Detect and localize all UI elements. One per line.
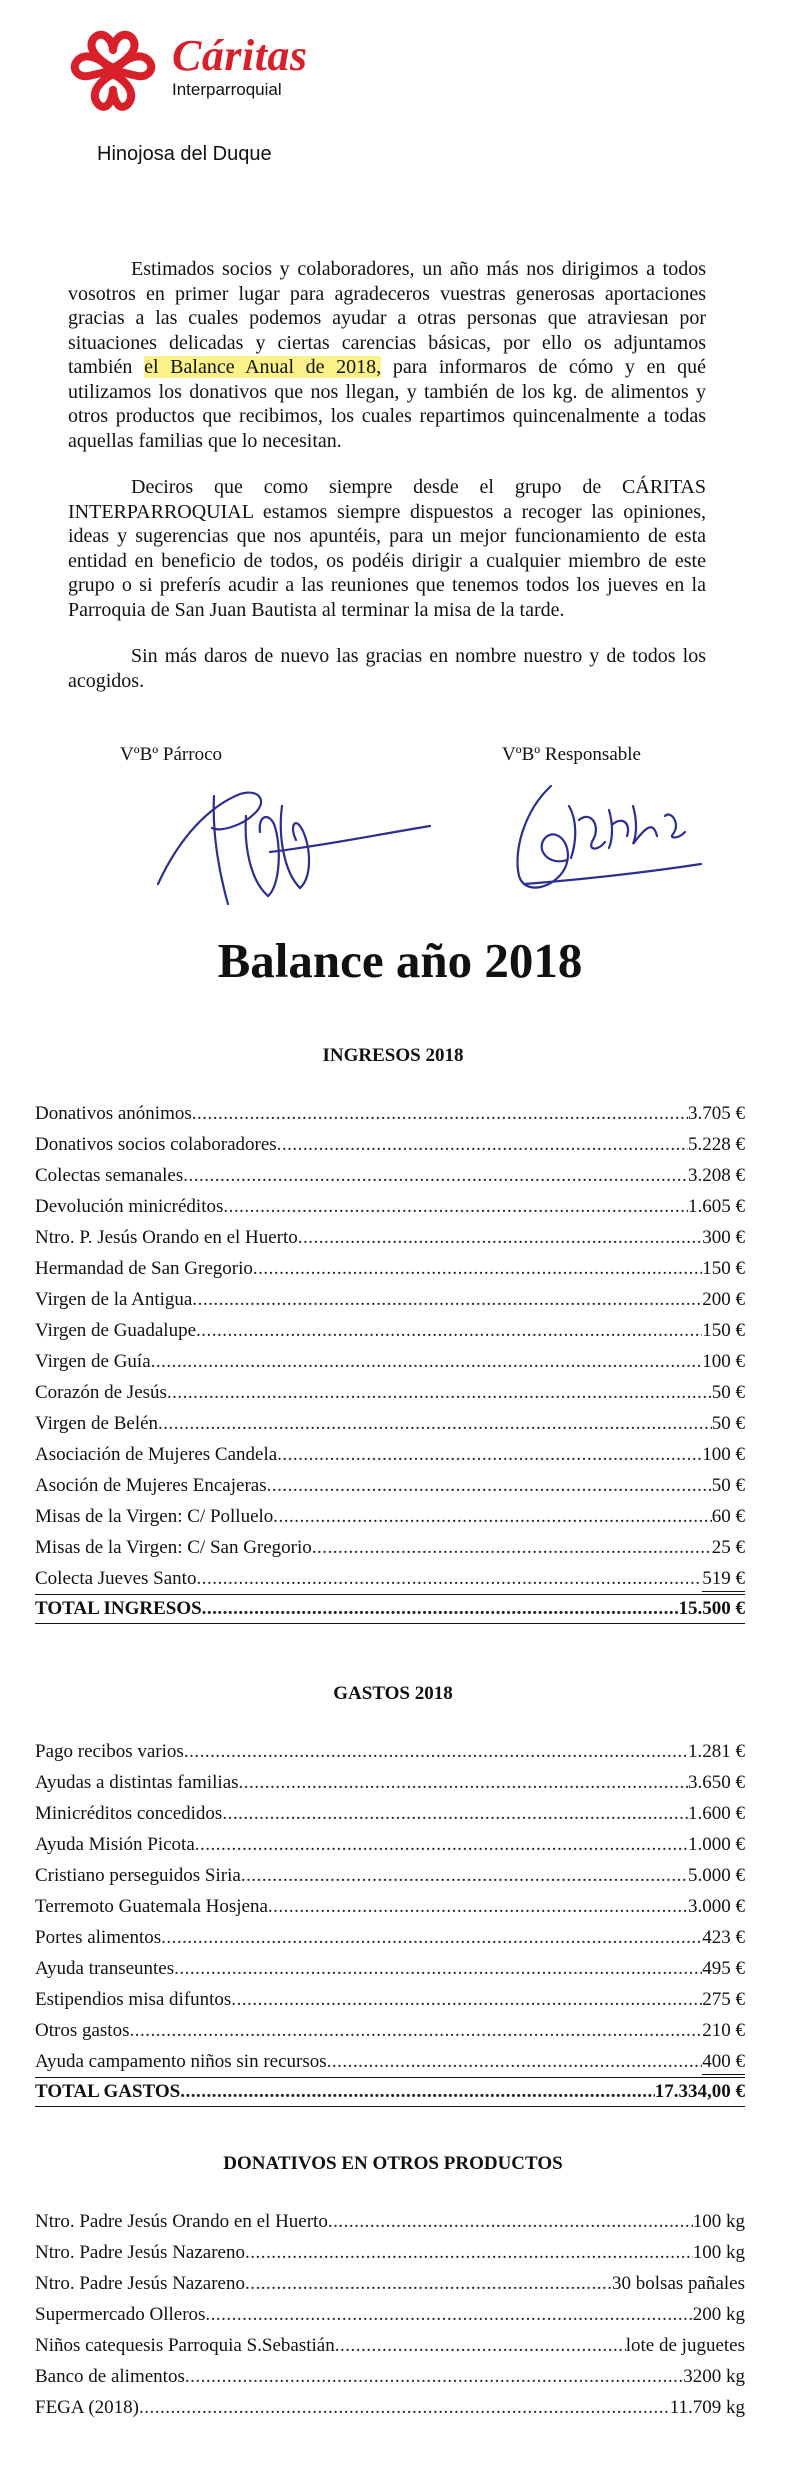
row-amount: lote de juguetes [625, 2335, 745, 2356]
row-label: Devolución minicréditos [35, 1196, 224, 1217]
row-amount: 423 € [702, 1927, 745, 1948]
row-label: Portes alimentos [35, 1927, 162, 1948]
row-label: Ayuda Misión Picota [35, 1834, 195, 1855]
balance-title: Balance año 2018 [217, 933, 583, 988]
table-row [35, 1532, 745, 1563]
signature-label-parroco: VºBº Párroco [120, 744, 223, 765]
table-row [35, 1253, 745, 1284]
row-label: Ntro. Padre Jesús Nazareno [35, 2242, 245, 2263]
row-leader-dots [231, 1984, 702, 2015]
table-row [35, 2299, 745, 2330]
row-label: Supermercado Olleros [35, 2304, 206, 2325]
table-row [35, 1953, 745, 1984]
row-leader-dots [183, 1160, 688, 1191]
table-row [35, 1767, 745, 1798]
table-row [35, 1563, 745, 1594]
gastos-table [35, 1736, 745, 2107]
row-amount: 50 € [711, 1413, 745, 1434]
row-leader-dots [205, 2299, 692, 2330]
table-row [35, 1439, 745, 1470]
row-label: Ntro. P. Jesús Orando en el Huerto [35, 1227, 298, 1248]
row-amount: 495 € [702, 1958, 745, 1979]
row-amount: 100 kg [692, 2242, 745, 2263]
row-amount: 200 € [702, 1289, 745, 1310]
brand-name: Cáritas [172, 31, 308, 80]
row-amount: 1.600 € [688, 1803, 745, 1824]
ingresos-table [35, 1098, 745, 1624]
table-row [35, 1191, 745, 1222]
row-label: Asoción de Mujeres Encajeras [35, 1475, 267, 1496]
total-row [35, 1594, 745, 1624]
row-amount: 100 € [702, 1351, 745, 1372]
table-row [35, 2237, 745, 2268]
row-label: Pago recibos varios [35, 1741, 184, 1762]
row-leader-dots [335, 2330, 626, 2361]
table-row [35, 1408, 745, 1439]
row-amount: 3.208 € [688, 1165, 745, 1186]
row-amount: 519 € [702, 1567, 745, 1592]
table-row [35, 1798, 745, 1829]
table-row [35, 1829, 745, 1860]
row-amount: 5.228 € [688, 1134, 745, 1155]
row-leader-dots [195, 1829, 688, 1860]
letter-body [68, 257, 706, 715]
row-leader-dots [268, 1891, 688, 1922]
table-row [35, 1891, 745, 1922]
otros-title: DONATIVOS EN OTROS PRODUCTOS [223, 2153, 563, 2174]
highlighted-text: el Balance Anual de 2018, [144, 356, 382, 378]
table-row [35, 1346, 745, 1377]
row-amount: 5.000 € [688, 1865, 745, 1886]
row-leader-dots [273, 1501, 711, 1532]
row-amount: 25 € [711, 1537, 745, 1558]
ingresos-title: INGRESOS 2018 [322, 1045, 464, 1066]
row-label: Colectas semanales [35, 1165, 184, 1186]
row-leader-dots [277, 1129, 688, 1160]
table-row [35, 2330, 745, 2361]
row-amount: 11.709 kg [669, 2397, 745, 2418]
table-row [35, 1315, 745, 1346]
row-label: Misas de la Virgen: C/ San Gregorio [35, 1537, 312, 1558]
row-leader-dots [192, 1098, 688, 1129]
row-label: Minicréditos concedidos [35, 1803, 223, 1824]
row-amount: 3.000 € [688, 1896, 745, 1917]
row-leader-dots [196, 1315, 702, 1346]
row-label: Misas de la Virgen: C/ Polluelo [35, 1506, 274, 1527]
row-amount: 150 € [702, 1320, 745, 1341]
row-label: Donativos socios colaboradores [35, 1134, 277, 1155]
row-leader-dots [223, 1191, 688, 1222]
row-label: Terremoto Guatemala Hosjena [35, 1896, 268, 1917]
row-leader-dots [253, 1253, 702, 1284]
total-label: TOTAL GASTOS [35, 2081, 181, 2102]
row-leader-dots [222, 1798, 688, 1829]
table-row [35, 1860, 745, 1891]
row-leader-dots [267, 1470, 712, 1501]
row-leader-dots [239, 1767, 688, 1798]
row-amount: 3200 kg [683, 2366, 745, 2387]
letter-p1-text-a: Estimados socios y colaboradores, un año más nos dirigimos a todos vosotros en primer lugar para agradeceros vuestras generosas aportaciones gracias a las cuales podemos ayudar a otras personas que atraviesan por situaciones delicadas y ciertas carencias básicas, por ello os adjuntamos también [68, 258, 706, 378]
row-label: Hermandad de San Gregorio [35, 1258, 253, 1279]
row-label: Estipendios misa difuntos [35, 1989, 232, 2010]
row-label: Virgen de Guadalupe [35, 1320, 197, 1341]
total-amount: 15.500 € [678, 1598, 745, 1619]
row-label: Otros gastos [35, 2020, 130, 2041]
row-label: Banco de alimentos [35, 2366, 185, 2387]
table-row [35, 2046, 745, 2077]
row-label: Colecta Jueves Santo [35, 1568, 197, 1589]
row-amount: 30 bolsas pañales [612, 2273, 745, 2294]
gastos-title: GASTOS 2018 [333, 1683, 453, 1704]
table-row [35, 1098, 745, 1129]
table-row [35, 1922, 745, 1953]
row-label: Ntro. Padre Jesús Nazareno [35, 2273, 245, 2294]
row-leader-dots [129, 2015, 702, 2046]
row-leader-dots [298, 1222, 702, 1253]
row-leader-dots [185, 2361, 683, 2392]
table-row [35, 1501, 745, 1532]
row-amount: 210 € [702, 2020, 745, 2041]
table-row [35, 2206, 745, 2237]
row-leader-dots [167, 1377, 712, 1408]
otros-table [35, 2206, 745, 2423]
table-row [35, 2268, 745, 2299]
row-leader-dots [245, 2237, 693, 2268]
table-row [35, 1984, 745, 2015]
table-row [35, 1222, 745, 1253]
row-amount: 1.000 € [688, 1834, 745, 1855]
total-label: TOTAL INGRESOS [35, 1598, 202, 1619]
signature-parroco [150, 776, 440, 916]
row-leader-dots [161, 1922, 702, 1953]
row-amount: 1.281 € [688, 1741, 745, 1762]
letter-paragraph-1 [68, 257, 706, 453]
row-amount: 60 € [711, 1506, 745, 1527]
table-row [35, 1736, 745, 1767]
row-leader-dots [151, 1346, 703, 1377]
table-row [35, 1284, 745, 1315]
row-label: Ayuda campamento niños sin recursos [35, 2051, 327, 2072]
row-leader-dots [241, 1860, 688, 1891]
row-amount: 50 € [711, 1475, 745, 1496]
row-leader-dots [327, 2046, 703, 2077]
table-row [35, 1470, 745, 1501]
row-amount: 3.650 € [688, 1772, 745, 1793]
signature-label-responsable: VºBº Responsable [502, 744, 641, 765]
table-row [35, 2392, 745, 2423]
row-amount: 100 kg [692, 2211, 745, 2232]
row-amount: 50 € [711, 1382, 745, 1403]
total-row [35, 2077, 745, 2107]
row-leader-dots [277, 1439, 702, 1470]
row-amount: 100 € [702, 1444, 745, 1465]
row-leader-dots [158, 1408, 712, 1439]
row-leader-dots [180, 2078, 655, 2106]
row-label: Corazón de Jesús [35, 1382, 167, 1403]
row-label: Asociación de Mujeres Candela [35, 1444, 278, 1465]
signature-responsable [505, 780, 715, 900]
row-leader-dots [328, 2206, 693, 2237]
row-amount: 300 € [702, 1227, 745, 1248]
row-leader-dots [196, 1563, 702, 1594]
total-amount: 17.334,00 € [654, 2081, 745, 2102]
table-row [35, 1377, 745, 1408]
row-label: Ntro. Padre Jesús Orando en el Huerto [35, 2211, 328, 2232]
row-leader-dots [312, 1532, 712, 1563]
brand-subtitle: Interparroquial [172, 80, 282, 99]
row-label: Donativos anónimos [35, 1103, 192, 1124]
brand-block [172, 31, 308, 100]
letter-paragraph-3: Sin más daros de nuevo las gracias en nombre nuestro y de todos los acogidos. [68, 645, 706, 692]
town-name: Hinojosa del Duque [97, 143, 272, 165]
row-label: Ayuda transeuntes [35, 1958, 175, 1979]
row-amount: 400 € [702, 2050, 745, 2075]
letter-p1-text-b: para informaros de cómo y en qué utilizamos los donativos que nos llegan, y también de los kg. de alimentos y otros productos que recibimos, los cuales repartimos quincenalmente a todas aquellas familias que lo necesitan. [68, 356, 706, 452]
row-leader-dots [139, 2392, 670, 2423]
row-label: Ayudas a distintas familias [35, 1772, 239, 1793]
row-label: Niños catequesis Parroquia S.Sebastián [35, 2335, 335, 2356]
row-leader-dots [184, 1736, 688, 1767]
row-amount: 200 kg [692, 2304, 745, 2325]
row-leader-dots [245, 2268, 612, 2299]
row-leader-dots [202, 1595, 679, 1623]
letter-paragraph-2: Deciros que como siempre desde el grupo de CÁRITAS INTERPARROQUIAL estamos siempre dispuestos a recoger las opiniones, ideas y sugerencias que nos apuntéis, para un mejor funcionamiento de esta entidad en beneficio de todos, os podéis dirigir a cualquier miembro de este grupo o si preferís acudir a las reuniones que tenemos todos los jueves en la Parroquia de San Juan Bautista al terminar la misa de la tarde. [68, 476, 706, 621]
table-row [35, 1129, 745, 1160]
caritas-cross-logo [68, 30, 158, 112]
row-label: Cristiano perseguidos Siria [35, 1865, 241, 1886]
row-label: Virgen de la Antigua [35, 1289, 193, 1310]
row-label: Virgen de Belén [35, 1413, 159, 1434]
row-amount: 1.605 € [688, 1196, 745, 1217]
row-leader-dots [174, 1953, 702, 1984]
table-row [35, 2015, 745, 2046]
table-row [35, 2361, 745, 2392]
row-label: FEGA (2018) [35, 2397, 139, 2418]
row-amount: 275 € [702, 1989, 745, 2010]
row-amount: 150 € [702, 1258, 745, 1279]
row-amount: 3.705 € [688, 1103, 745, 1124]
row-leader-dots [192, 1284, 702, 1315]
table-row [35, 1160, 745, 1191]
row-label: Virgen de Guía [35, 1351, 151, 1372]
